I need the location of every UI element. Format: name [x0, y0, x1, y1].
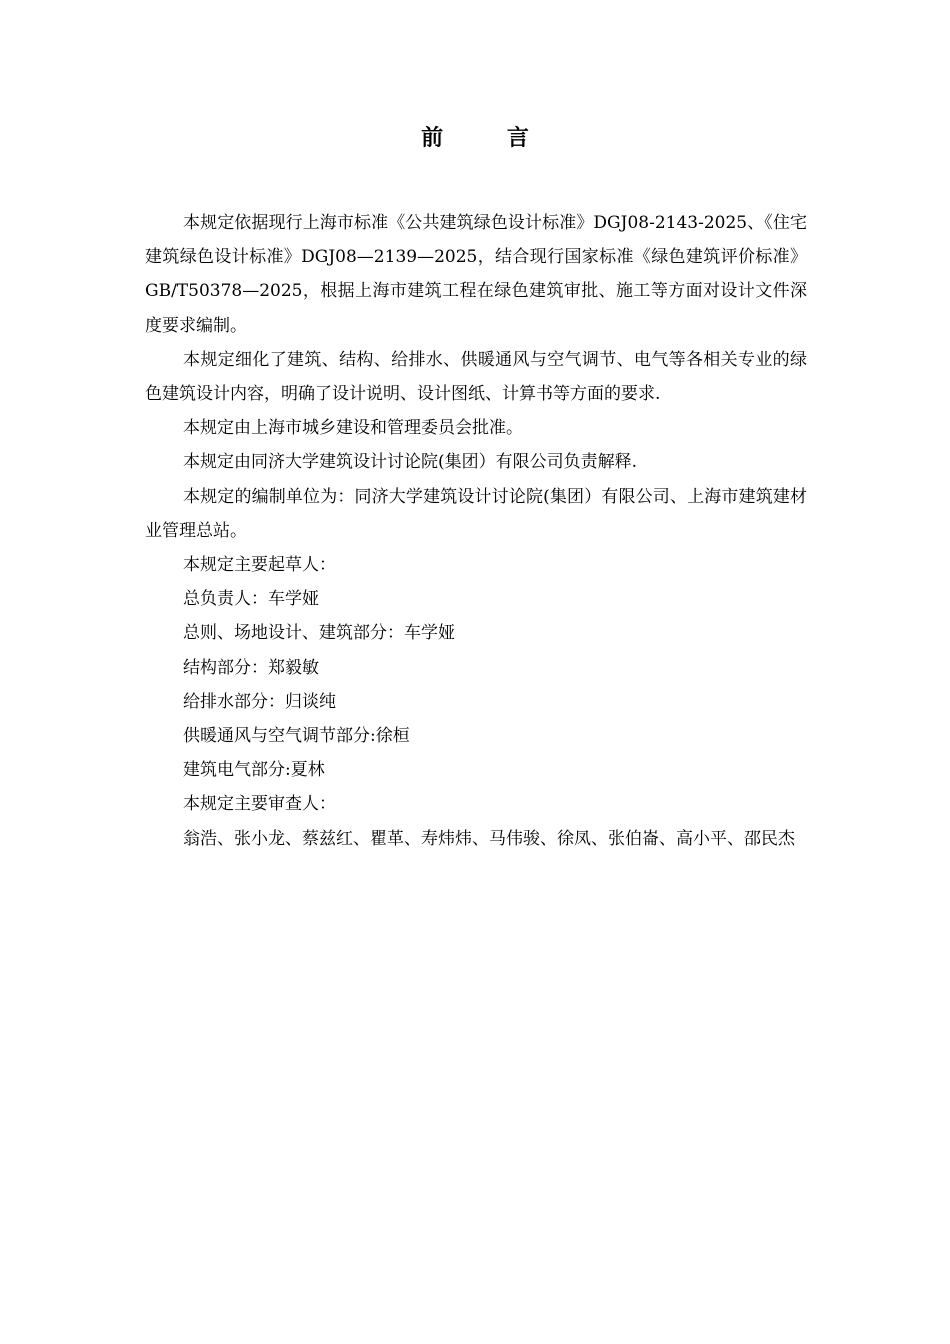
paragraph-reviewers-heading: 本规定主要审查人： — [183, 794, 336, 815]
paragraph-electrical: 建筑电气部分:夏林 — [183, 760, 325, 781]
paragraph-water: 给排水部分：归谈纯 — [183, 691, 336, 712]
paragraph-scope: 本规定细化了建筑、结构、给排水、供暖通风与空气调节、电气等各相关专业的绿色建筑设计内容，明确了设计说明、设计图纸、计算书等方面的要求. — [145, 349, 807, 405]
paragraph-basis: 本规定依据现行上海市标准《公共建筑绿色设计标准》DGJ08-2143-2025、《住宅建筑绿色设计标准》DGJ08—2139—2025，结合现行国家标准《绿色建筑评价标准》GB/T50378—2025，根据上海市建筑工程在绿色建筑审批、施工等方面对设计文件深度要求编制。 — [145, 213, 807, 336]
paragraph-structure: 结构部分：郑毅敏 — [183, 657, 319, 678]
paragraph-approval: 本规定由上海市城乡建设和管理委员会批准。 — [183, 418, 523, 439]
page-title: 前 言 — [421, 125, 557, 151]
paragraph-general-architecture: 总则、场地设计、建筑部分：车学娅 — [183, 623, 455, 644]
paragraph-compilers: 本规定的编制单位为：同济大学建筑设计讨论院(集团）有限公司、上海市建筑建材业管理总站。 — [145, 486, 807, 541]
preface-body — [145, 206, 807, 856]
paragraph-hvac: 供暖通风与空气调节部分:徐桓 — [183, 726, 410, 747]
paragraph-interpretation: 本规定由同济大学建筑设计讨论院(集团）有限公司负责解释. — [183, 452, 638, 473]
paragraph-reviewers: 翁浩、张小龙、蔡兹红、瞿革、寿炜炜、马伟骏、徐凤、张伯崙、高小平、邵民杰 — [183, 828, 795, 849]
paragraph-drafters-heading: 本规定主要起草人： — [183, 555, 336, 576]
paragraph-chief: 总负责人：车学娅 — [183, 589, 319, 610]
